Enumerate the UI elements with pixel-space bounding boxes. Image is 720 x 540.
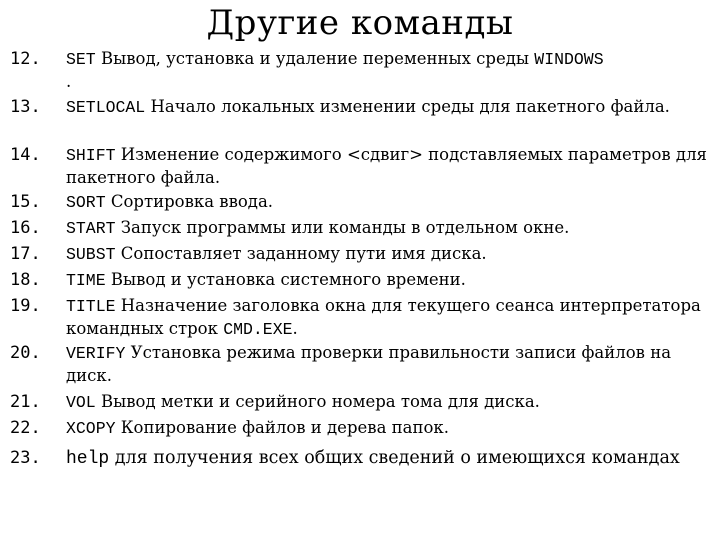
item-description: Сопоставляет заданному пути имя диска. — [115, 244, 487, 263]
item-number: 19. — [10, 296, 41, 316]
item-description: для получения всех общих сведений о имеющихся командах — [109, 448, 680, 468]
item-trailing-dot: . — [66, 72, 72, 91]
item-number: 14. — [10, 145, 41, 165]
item-number: 22. — [10, 418, 41, 438]
item-description: Вывод и установка системного времени. — [105, 270, 466, 289]
item-description: Запуск программы или команды в отдельном окне. — [115, 218, 570, 237]
item-number: 15. — [10, 192, 41, 212]
item-description: Установка режима проверки правильности записи файлов на диск. — [66, 343, 672, 385]
command-argument: WINDOWS — [534, 50, 604, 69]
item-body — [66, 269, 714, 292]
item-number: 16. — [10, 218, 41, 238]
item-number: 20. — [10, 343, 41, 363]
item-body — [66, 447, 714, 470]
command-name: TITLE — [66, 297, 116, 316]
item-number: 12. — [10, 49, 41, 69]
command-name: SETLOCAL — [66, 98, 146, 117]
item-body — [66, 417, 714, 440]
item-body — [66, 144, 714, 189]
item-description: Начало локальных изменении среды для пакетного файла. — [145, 97, 670, 116]
item-body — [66, 391, 714, 414]
item-number: 13. — [10, 97, 41, 117]
command-name: SORT — [66, 193, 106, 212]
item-number: 17. — [10, 244, 41, 264]
command-name: TIME — [66, 271, 106, 290]
item-body — [66, 217, 714, 240]
command-name: SET — [66, 50, 96, 69]
item-description: Вывод, установка и удаление переменных среды — [95, 49, 535, 68]
item-body — [66, 96, 714, 119]
item-body — [66, 191, 714, 214]
command-name: VERIFY — [66, 344, 126, 363]
item-body — [66, 342, 714, 387]
command-name: SHIFT — [66, 146, 116, 165]
item-description: Вывод метки и серийного номера тома для диска. — [95, 392, 540, 411]
slide-title: Другие команды — [206, 3, 514, 43]
item-body — [66, 48, 714, 93]
item-description: Копирование файлов и дерева папок. — [115, 418, 449, 437]
command-name: SUBST — [66, 245, 116, 264]
item-description: Назначение заголовка окна для текущего сеанса интерпретатора командных строк — [66, 296, 701, 338]
item-body — [66, 295, 714, 341]
item-description: Сортировка ввода. — [105, 192, 274, 211]
command-name: help — [66, 449, 110, 469]
item-number: 23. — [10, 448, 41, 468]
command-name: XCOPY — [66, 419, 116, 438]
command-argument: CMD.EXE — [223, 320, 293, 339]
item-number: 21. — [10, 392, 41, 412]
command-name: VOL — [66, 393, 96, 412]
item-body — [66, 243, 714, 266]
item-description: Изменение содержимого <сдвиг> подставляемых параметров для пакетного файла. — [66, 145, 707, 187]
command-name: START — [66, 219, 116, 238]
item-number: 18. — [10, 270, 41, 290]
item-trailing-dot: . — [292, 319, 298, 338]
